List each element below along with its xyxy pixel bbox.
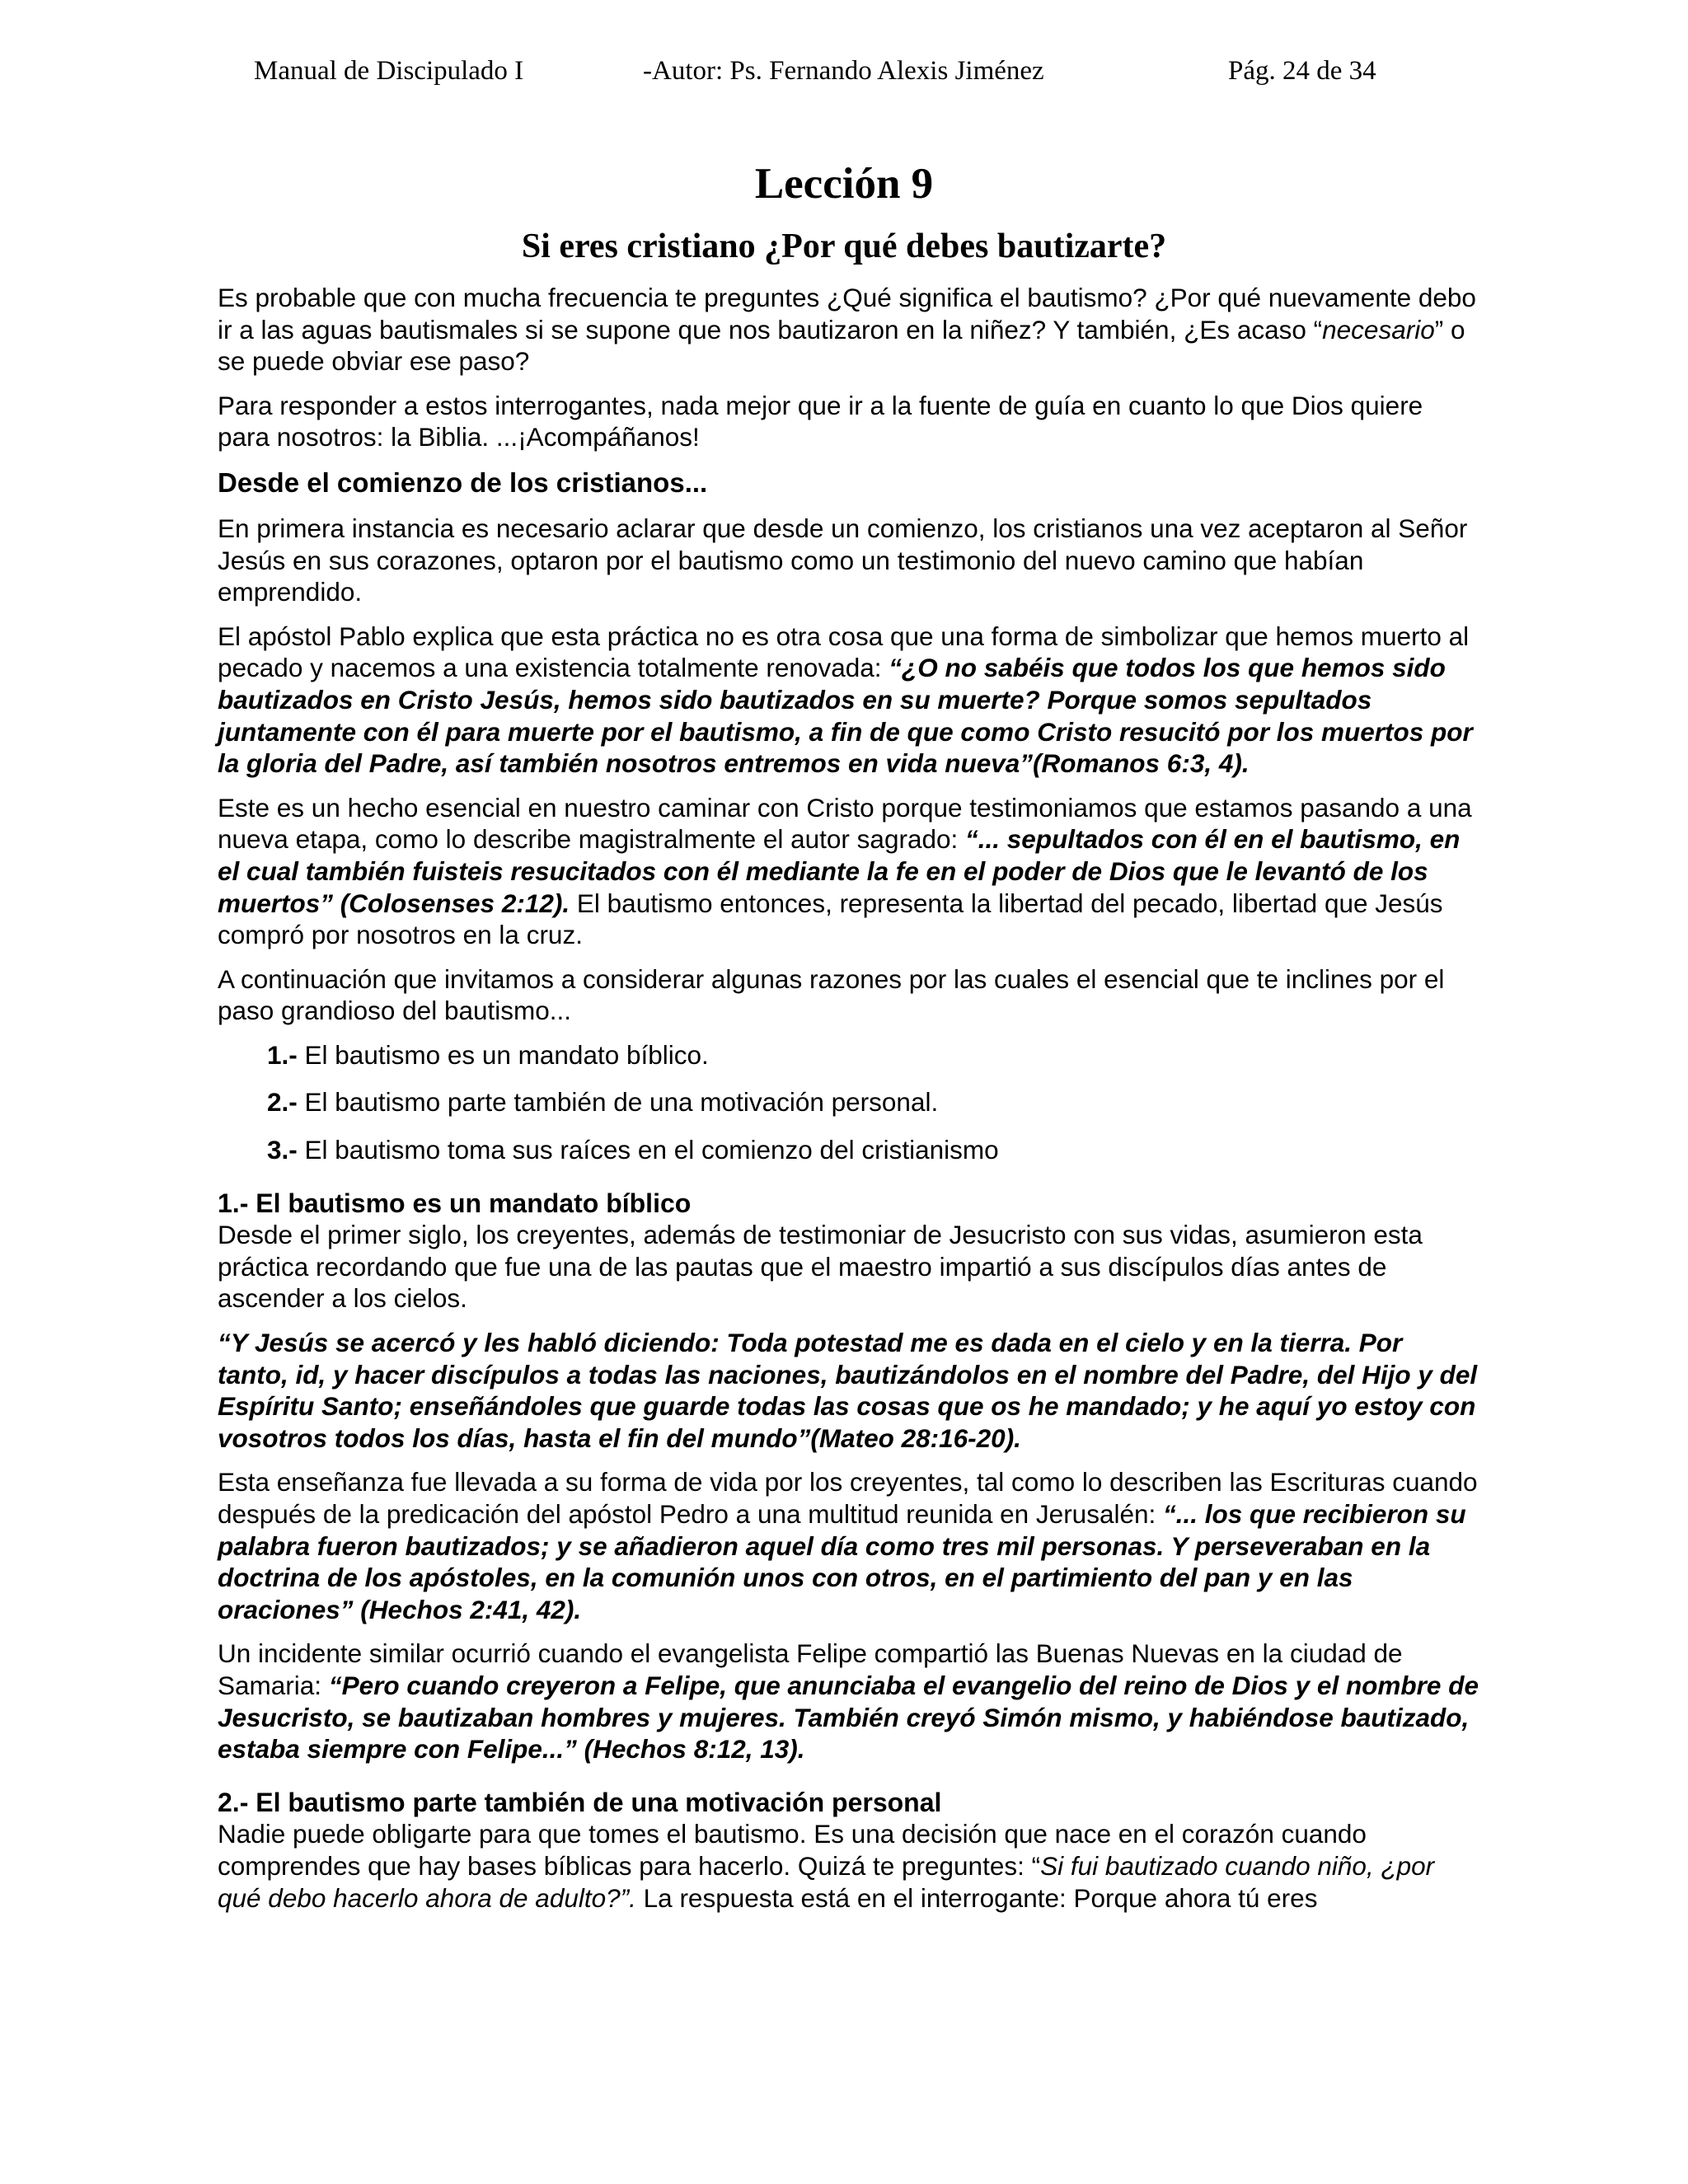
section-two-paragraph-1 — [218, 1818, 1479, 1914]
origin-p3-text-a: Este es un hecho esencial en nuestro caminar con Cristo porque testimoniamos que estamos pasando a una nueva etapa, como lo describe magistralmente el autor sagrado: — [218, 792, 1472, 855]
lesson-subtitle: Si eres cristiano ¿Por qué debes bautizarte? — [521, 227, 1167, 265]
section-one-heading: 1.- El bautismo es un mandato bíblico — [218, 1188, 692, 1218]
section-two-heading: 2.- El bautismo parte también de una motivación personal — [218, 1787, 942, 1817]
reason-text: El bautismo toma sus raíces en el comienzo del cristianismo — [297, 1135, 999, 1165]
section-two-emphasis: Si fui bautizado cuando niño, ¿por qué debo hacerlo ahora de adulto?”. — [218, 1850, 1435, 1913]
header-author: -Autor: Ps. Fernando Alexis Jiménez — [643, 56, 1044, 86]
section-two-text-b: La respuesta está en el interrogante: Porque ahora tú eres — [635, 1882, 1318, 1913]
origin-p2-quote: “¿O no sabéis que todos los que hemos sido bautizados en Cristo Jesús, hemos sido bautizados en su muerte? Porque somos sepultados juntamente con él para muerte por el bautismo, a fin de que como Cristo resucitó por los muertos por la gloria del Padre, así también nosotros entremos en vida nueva”(Romanos 6:3, 4). — [218, 653, 1473, 779]
section-one-p3-quote: “Pero cuando creyeron a Felipe, que anunciaba el evangelio del reino de Dios y el nombre de Jesucristo, se bautizaban hombres y mujeres. También creyó Simón mismo, y habiéndose bautizado, estaba siempre con Felipe...” (Hechos 8:12, 13). — [218, 1670, 1479, 1765]
section-one-p2-text: Esta enseñanza fue llevada a su forma de vida por los creyentes, tal como lo describen las Escrituras cuando después de la predicación del apóstol Pedro a una multitud reunida en Jerusalén: — [218, 1467, 1478, 1529]
origin-paragraph-4: A continuación que invitamos a considerar algunas razones por las cuales el esencial que te inclines por el paso grandioso del bautismo... — [218, 963, 1445, 1026]
origin-paragraph-1: En primera instancia es necesario aclarar que desde un comienzo, los cristianos una vez aceptaron al Señor Jesús en sus corazones, optaron por el bautismo como un testimonio del nuevo camino que habían emprendido. — [218, 513, 1468, 607]
section-two-text-a: Nadie puede obligarte para que tomes el bautismo. Es una decisión que nace en el corazón cuando comprendes que hay bases bíblicas para hacerlo. Quizá te preguntes: “ — [218, 1819, 1367, 1881]
list-item — [267, 1134, 1479, 1166]
section-origin-heading: Desde el comienzo de los cristianos... — [218, 466, 708, 498]
intro-text-b: ” o se puede obviar ese paso? — [218, 314, 1465, 377]
section-one-p3-text: Un incidente similar ocurrió cuando el evangelista Felipe compartió las Buenas Nuevas en la ciudad de Samaria: — [218, 1638, 1403, 1700]
origin-p2-text: El apóstol Pablo explica que esta práctica no es otra cosa que una forma de simbolizar que hemos muerto al pecado y nacemos a una existencia totalmente renovada: — [218, 621, 1470, 683]
origin-paragraph-3 — [218, 792, 1479, 951]
document-body — [218, 282, 1479, 1926]
reasons-list — [218, 1039, 1479, 1166]
reason-number: 2.- — [267, 1087, 298, 1118]
origin-p3-quote: “... sepultados con él en el bautismo, en el cual también fuisteis resucitados con él mediante la fe en el poder de Dios que le levantó de los muertos” (Colosenses 2:12). — [218, 824, 1461, 918]
section-one-paragraph-3 — [218, 1638, 1479, 1765]
intro-paragraph-1 — [218, 282, 1479, 377]
origin-p3-text-b: El bautismo entonces, representa la libertad del pecado, libertad que Jesús compró por nosotros en la cruz. — [218, 888, 1443, 950]
section-one-paragraph-1: Desde el primer siglo, los creyentes, además de testimoniar de Jesucristo con sus vidas, asumieron esta práctica recordando que fue una de las pautas que el maestro impartió a sus discípulos días antes de ascender a los cielos. — [218, 1220, 1423, 1314]
intro-paragraph-2: Para responder a estos interrogantes, nada mejor que ir a la fuente de guía en cuanto lo que Dios quiere para nosotros: la Biblia. ...¡Acompáñanos! — [218, 390, 1423, 452]
reason-text: El bautismo es un mandato bíblico. — [297, 1039, 709, 1070]
list-item — [267, 1086, 1479, 1118]
lesson-title: Lección 9 — [754, 160, 934, 208]
list-item — [267, 1039, 1479, 1071]
header-manual-title: Manual de Discipulado I — [254, 56, 524, 86]
section-one-quote: “Y Jesús se acercó y les habló diciendo: Toda potestad me es dada en el cielo y en la tierra. Por tanto, id, y hacer discípulos a todas las naciones, bautizándolos en el nombre del Padre, del Hijo y del Espíritu Santo; enseñándoles que guarde todas las cosas que os he mandado; y he aquí yo estoy con vosotros todos los días, hasta el fin del mundo”(Mateo 28:16-20). — [218, 1328, 1478, 1453]
section-one-p2-quote: “... los que recibieron su palabra fueron bautizados; y se añadieron aquel día como tres mil personas. Y perseveraban en la doctrina de los apóstoles, en la comunión unos con otros, en el partimiento del pan y en las oraciones” (Hechos 2:41, 42). — [218, 1499, 1466, 1624]
intro-emphasis: necesario — [1322, 314, 1435, 344]
section-one-paragraph-2 — [218, 1466, 1479, 1625]
reason-number: 1.- — [267, 1039, 298, 1070]
intro-text-a: Es probable que con mucha frecuencia te preguntes ¿Qué significa el bautismo? ¿Por qué nuevamente debo ir a las aguas bautismales si se supone que nos bautizaron en la niñez? Y también, ¿Es acaso “ — [218, 283, 1476, 344]
reason-number: 3.- — [267, 1135, 298, 1165]
origin-paragraph-2 — [218, 621, 1479, 780]
header-page-number: Pág. 24 de 34 — [1228, 56, 1376, 86]
reason-text: El bautismo parte también de una motivación personal. — [297, 1087, 939, 1118]
page-header — [0, 56, 1688, 96]
